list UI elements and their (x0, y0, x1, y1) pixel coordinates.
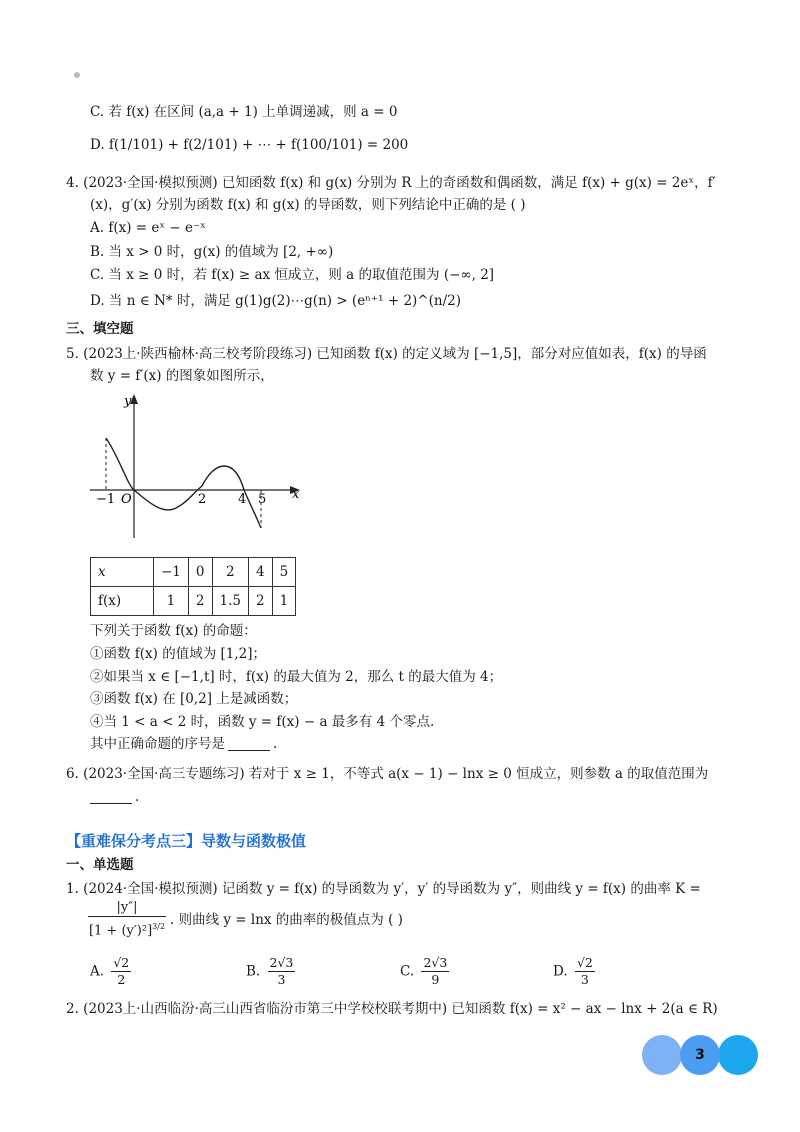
tick-label-neg1: −1 (96, 492, 116, 507)
q2-stem: 2. (2023上·山西临汾·高三山西省临汾市第三中学校校联考期中) 已知函数 f(x) = x² − ax − lnx + 2(a ∈ R) (66, 1001, 718, 1017)
q4-option-c: C. 当 x ≥ 0 时，若 f(x) ≥ ax 恒成立，则 a 的取值范围为 (−∞, 2] (90, 267, 495, 283)
answer-blank (228, 736, 270, 751)
option-letter: A. (90, 963, 105, 980)
fraction-denominator (88, 917, 166, 941)
q5-proposition-4: ④当 1 < a < 2 时，函数 y = f(x) − a 最多有 4 个零点. (90, 714, 435, 730)
table-row (91, 587, 296, 616)
section-single-choice: 一、单选题 (66, 857, 134, 873)
q3-option-d: D. f(1/101) + f(2/101) + ⋯ + f(100/101) = 200 (90, 137, 409, 153)
option-fraction (421, 955, 449, 988)
q3-option-c: C. 若 f(x) 在区间 (a,a + 1) 上单调递减，则 a = 0 (90, 104, 398, 120)
y-axis-label: y (124, 394, 132, 409)
origin-label: O (121, 492, 132, 507)
option-letter: D. (553, 963, 568, 980)
q4-stem-line2: (x)，g′(x) 分别为函数 f(x) 和 g(x) 的导函数，则下列结论中正确的是 ( ) (90, 197, 526, 213)
tick-label-4: 4 (238, 492, 247, 507)
q4-option-a: A. f(x) = eˣ − e⁻ˣ (90, 220, 206, 236)
tick-label-2: 2 (198, 492, 207, 507)
q5-ask (90, 735, 277, 753)
q5-proposition-1: ①函数 f(x) 的值域为 [1,2]； (90, 646, 267, 662)
q5-proposition-3: ③函数 f(x) 在 [0,2] 上是减函数； (90, 691, 298, 707)
option-fraction (575, 955, 595, 988)
option-fraction (111, 955, 131, 988)
option-letter: B. (246, 963, 261, 980)
q4-stem-line1: 4. (2023·全国·模拟预测) 已知函数 f(x) 和 g(x) 分别为 R 上的奇函数和偶函数，满足 f(x) + g(x) = 2eˣ，f′ (66, 175, 716, 191)
value-table (90, 557, 296, 616)
option-numerator: 2√3 (423, 955, 448, 970)
option-numerator: 2√3 (269, 955, 294, 970)
table-cell: −1 (154, 558, 189, 587)
table-cell: x (91, 558, 154, 587)
table-cell: 1 (154, 587, 189, 616)
badge-circle-left (642, 1035, 682, 1075)
table-cell: 1.5 (212, 587, 248, 616)
q1-stem-tail: . 则曲线 y = lnx 的曲率的极值点为 ( ) (170, 912, 403, 928)
option-numerator: √2 (113, 955, 130, 970)
q5-proposition-2: ②如果当 x ∈ [−1,t] 时，f(x) 的最大值为 2，那么 t 的最大值为 4； (90, 669, 503, 685)
derivative-curve (106, 438, 261, 528)
q5-stem-line1: 5. (2023上·陕西榆林·高三校考阶段练习) 已知函数 f(x) 的定义域为 [−1,5]，部分对应值如表，f(x) 的导函 (66, 346, 707, 362)
period: . (135, 789, 140, 805)
curvature-fraction (88, 900, 166, 941)
q5-intro: 下列关于函数 f(x) 的命题： (90, 623, 257, 639)
scan-dot (74, 72, 80, 78)
page-number: 3 (695, 1047, 705, 1063)
q5-stem-line2: 数 y = f′(x) 的图象如图所示， (90, 368, 274, 384)
table-row (91, 558, 296, 587)
q5-ask-text: 其中正确命题的序号是 (90, 736, 225, 752)
table-cell: 1 (272, 587, 296, 616)
answer-blank (90, 789, 132, 804)
q1-stem-line1: 1. (2024·全国·模拟预测) 记函数 y = f(x) 的导函数为 y′，y′ 的导函数为 y″，则曲线 y = f(x) 的曲率 K = (66, 881, 701, 897)
table-cell: 4 (248, 558, 272, 587)
section-header-keypoint-3: 【重难保分考点三】导数与函数极值 (66, 832, 307, 850)
option-denominator: 3 (580, 972, 589, 987)
option-denominator: 3 (277, 972, 286, 987)
page-badge (642, 1035, 760, 1075)
option-fraction (268, 955, 296, 988)
q6-answer-line (90, 788, 139, 806)
fraction-numerator: |y″| (116, 900, 138, 915)
table-cell: 2 (248, 587, 272, 616)
period: . (273, 736, 278, 752)
q1-option-b (246, 955, 295, 988)
table-cell: f(x) (91, 587, 154, 616)
option-numerator: √2 (576, 955, 593, 970)
q1-option-a (90, 955, 131, 988)
q1-option-c (400, 955, 449, 988)
x-axis-label: x (292, 487, 300, 502)
q4-option-b: B. 当 x > 0 时，g(x) 的值域为 [2, +∞) (90, 244, 334, 260)
section-fill-in: 三、填空题 (66, 321, 134, 337)
fraction-denominator-base: [1 + (y′)²] (88, 923, 153, 939)
option-letter: C. (400, 963, 415, 980)
table-cell: 2 (212, 558, 248, 587)
table-cell: 0 (188, 558, 212, 587)
table-cell: 5 (272, 558, 296, 587)
option-denominator: 9 (431, 972, 440, 987)
option-denominator: 2 (117, 972, 126, 987)
q6-stem: 6. (2023·全国·高三专题练习) 若对于 x ≥ 1，不等式 a(x − 1) − lnx ≥ 0 恒成立，则参数 a 的取值范围为 (66, 766, 709, 782)
q1-option-d (553, 955, 595, 988)
derivative-graph (88, 390, 313, 540)
table-cell: 2 (188, 587, 212, 616)
q4-option-d: D. 当 n ∈ N* 时，满足 g(1)g(2)⋯g(n) > (eⁿ⁺¹ + 2)^(n/2) (90, 293, 461, 309)
badge-circle-right (718, 1035, 758, 1075)
fraction-exponent: 3/2 (152, 922, 166, 931)
tick-label-5: 5 (258, 492, 267, 507)
